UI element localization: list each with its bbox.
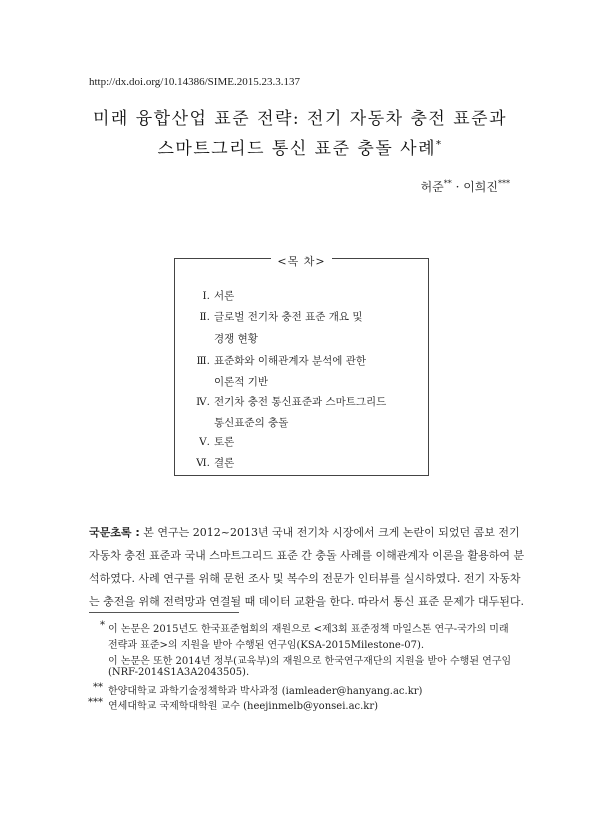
toc-item-2-num: Ⅱ.	[199, 311, 210, 323]
abstract-line-4: 는 충전을 위해 전력망과 연결될 때 데이터 교환을 한다. 따라서 통신 표준 문제가 대두된다.	[89, 595, 524, 608]
toc-item-5	[190, 434, 234, 449]
toc-item-2-label: 글로벌 전기차 충전 표준 개요 및	[214, 311, 363, 323]
footnote-divider	[89, 612, 239, 613]
author-separator: ·	[451, 180, 464, 194]
toc-item-6-num: Ⅵ.	[196, 457, 210, 469]
toc-item-2	[190, 309, 363, 324]
footnote-1-mark: *	[100, 620, 105, 631]
abstract-line-1	[89, 524, 520, 540]
author-list	[421, 178, 510, 195]
toc-item-3-label: 표준화와 이해관계자 분석에 관한	[214, 355, 367, 367]
toc-item-4-num: Ⅳ.	[196, 396, 210, 408]
toc-item-4	[190, 394, 386, 409]
footnote-1-line-1: 이 논문은 2015년도 한국표준협회의 재원으로 <제3회 표준정책 마일스톤 연구-국가의 미래	[108, 624, 509, 635]
toc-heading: <목 차>	[271, 255, 331, 268]
abstract-line-2: 자동차 충전 표준과 국내 스마트그리드 표준 간 충돌 사례를 이해관계자 이론을 활용하여 분	[89, 549, 525, 562]
toc-item-1-label: 서론	[214, 290, 235, 302]
table-of-contents	[174, 255, 429, 476]
toc-item-3-num: Ⅲ.	[196, 355, 210, 367]
toc-item-2-cont: 경쟁 현황	[214, 333, 258, 345]
title-footnote-mark: *	[436, 139, 443, 151]
author-1: 허준	[420, 180, 444, 194]
footnote-2-text: 한양대학교 과학기술정책학과 박사과정 (iamleader@hanyang.ac.kr)	[108, 686, 423, 697]
paper-title-line-1: 미래 융합산업 표준 전략: 전기 자동차 충전 표준과	[93, 109, 507, 129]
toc-item-6-label: 결론	[214, 457, 235, 469]
paper-title-line-2	[0, 134, 600, 159]
author-2: 이희진	[463, 180, 498, 194]
footnote-1-line-4: (NRF-2014S1A3A2043505).	[108, 667, 250, 678]
abstract-line-3: 석하였다. 사례 연구를 위해 문헌 조사 및 복수의 전문가 인터뷰를 실시하였다. 전기 자동차	[89, 572, 521, 585]
paper-title-line-2-text: 스마트그리드 통신 표준 충돌 사례	[157, 139, 437, 159]
toc-item-1	[190, 288, 234, 303]
toc-item-3	[190, 353, 366, 368]
footnote-2-mark: **	[93, 682, 103, 693]
toc-item-5-label: 토론	[214, 436, 235, 448]
toc-item-5-num: Ⅴ.	[199, 436, 210, 448]
doi-link[interactable]: http://dx.doi.org/10.14386/SIME.2015.23.3.137	[89, 76, 300, 88]
toc-item-1-num: Ⅰ.	[202, 290, 210, 302]
toc-item-4-label: 전기차 충전 통신표준과 스마트그리드	[214, 396, 387, 408]
toc-item-6	[190, 455, 234, 470]
footnote-1-line-3: 이 논문은 또한 2014년 정부(교육부)의 재원으로 한국연구재단의 지원을 받아 수행된 연구임	[108, 656, 512, 667]
footnote-1-line-2: 전략과 표준>의 지원을 받아 수행된 연구임(KSA-2015Milestone-07).	[108, 640, 425, 651]
toc-item-3-cont: 이론적 기반	[214, 376, 269, 388]
toc-item-4-cont: 통신표준의 충돌	[214, 417, 289, 429]
footnote-3-mark: ***	[88, 697, 103, 708]
author-1-mark: **	[443, 179, 452, 188]
abstract-line-1-text: 본 연구는 2012~2013년 국내 전기차 시장에서 크게 논란이 되었던 콤보 전기	[143, 526, 520, 539]
abstract-label: 국문초록 :	[89, 526, 140, 539]
author-2-mark: ***	[498, 179, 510, 188]
footnote-3-text: 연세대학교 국제학대학원 교수 (heejinmelb@yonsei.ac.kr)	[108, 701, 379, 712]
